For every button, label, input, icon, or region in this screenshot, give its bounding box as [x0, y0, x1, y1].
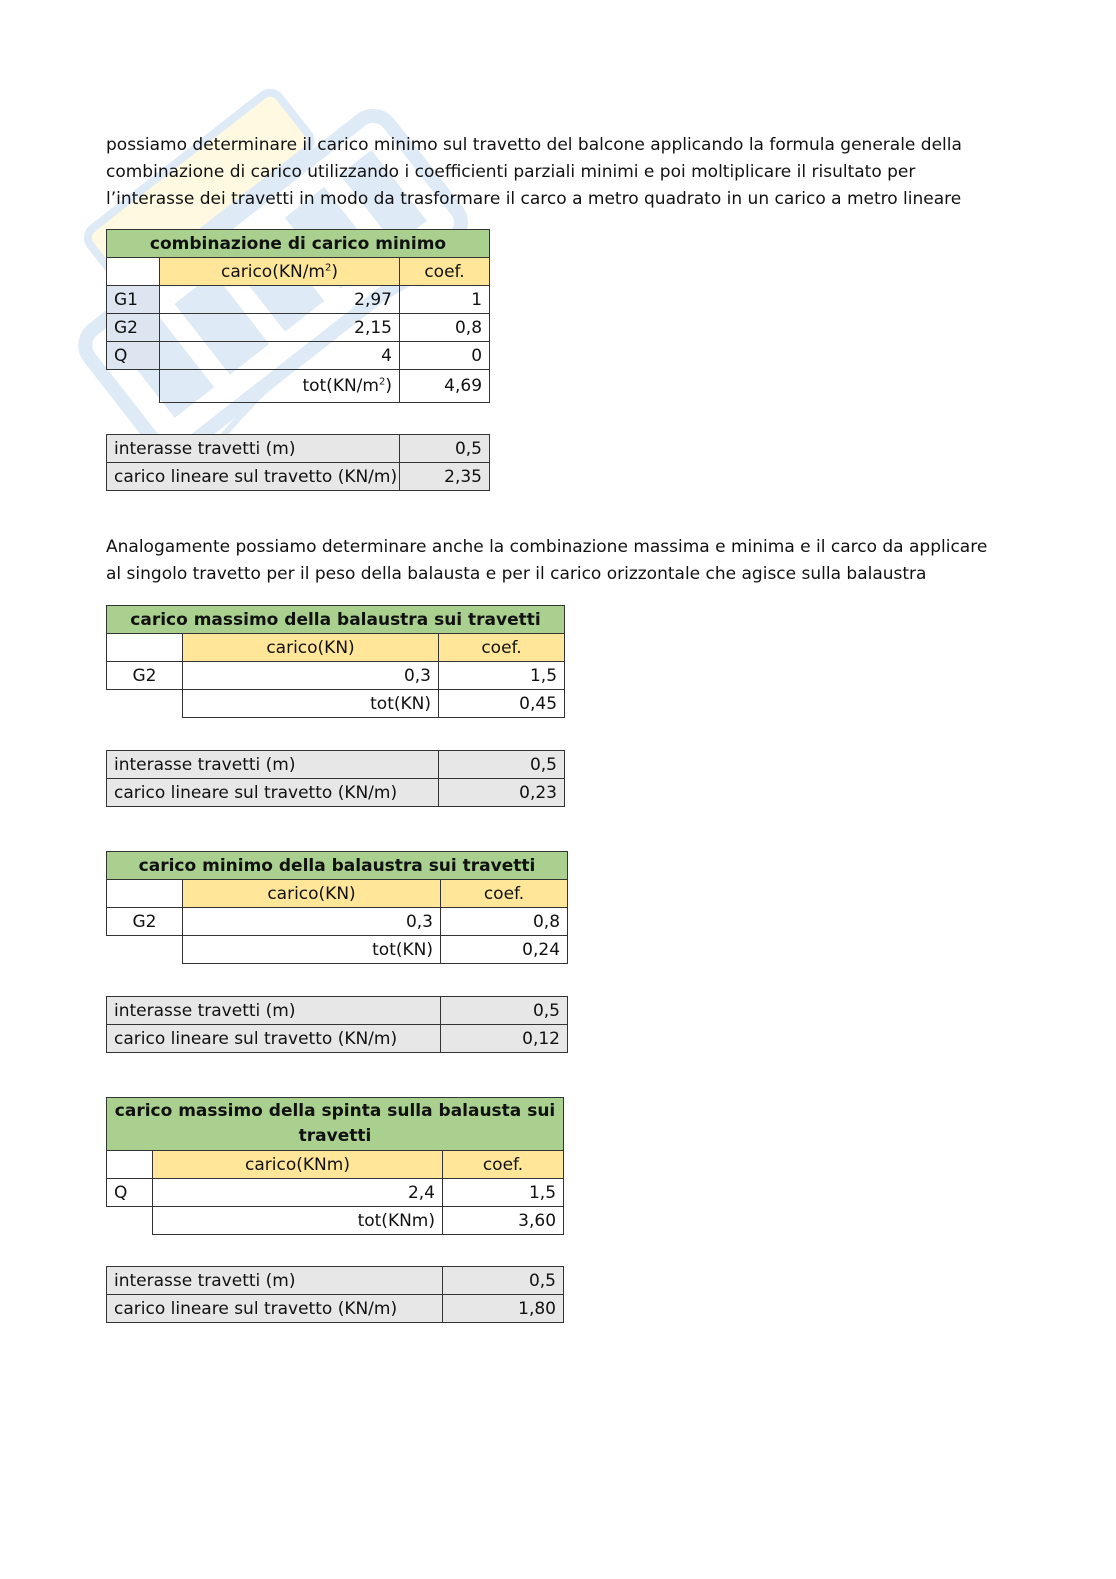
table-row — [107, 662, 565, 690]
column-header-load: carico(KN) — [183, 880, 441, 908]
total-label: tot(KN) — [183, 936, 441, 964]
table-row — [107, 286, 490, 314]
column-header-load: $carico(KN/m^2)$ — [160, 258, 400, 286]
column-header-coef: coef. — [443, 1151, 564, 1179]
table-row — [107, 314, 490, 342]
table-row — [107, 908, 568, 936]
carico-lineare-label: carico lineare sul travetto (KN/m) — [107, 779, 439, 807]
row-label: G2 — [107, 908, 183, 936]
row-label: Q — [107, 342, 160, 370]
coef-value: 0 — [400, 342, 490, 370]
interasse-label: interasse travetti (m) — [107, 997, 441, 1025]
carico-lineare-label: carico lineare sul travetto (KN/m) — [107, 1025, 441, 1053]
empty-cell — [107, 690, 183, 718]
interasse-label: interasse travetti (m) — [107, 751, 439, 779]
empty-cell — [107, 370, 160, 403]
table-row — [107, 1179, 564, 1207]
total-value: 3,60 — [443, 1207, 564, 1235]
table-carico-massimo-balaustra — [106, 605, 565, 718]
table-interasse-4 — [106, 1266, 564, 1323]
row-label: G2 — [107, 314, 160, 342]
row-label: G1 — [107, 286, 160, 314]
coef-value: 0,8 — [400, 314, 490, 342]
column-header-coef: coef. — [400, 258, 490, 286]
table-carico-minimo-balaustra — [106, 851, 568, 964]
table-interasse-3 — [106, 996, 568, 1053]
total-label: tot(KN) — [183, 690, 439, 718]
load-value: 2,97 — [160, 286, 400, 314]
coef-value: 1,5 — [443, 1179, 564, 1207]
column-header-coef: coef. — [441, 880, 568, 908]
interasse-value: 0,5 — [441, 997, 568, 1025]
interasse-label: interasse travetti (m) — [107, 435, 400, 463]
table-carico-massimo-spinta — [106, 1097, 564, 1235]
coef-value: 1,5 — [439, 662, 565, 690]
interasse-label: interasse travetti (m) — [107, 1267, 443, 1295]
second-paragraph: Analogamente possiamo determinare anche la combinazione massima e minima e il carco da applicare al singolo travetto per il peso della balausta e per il carico orizzontale che agisce sulla balaustra — [106, 537, 988, 584]
interasse-value: 0,5 — [439, 751, 565, 779]
load-value: 4 — [160, 342, 400, 370]
table-title: carico massimo della spinta sulla balausta sui travetti — [107, 1098, 564, 1151]
table-row — [107, 342, 490, 370]
table-interasse-1 — [106, 434, 490, 491]
column-header-coef: coef. — [439, 634, 565, 662]
total-label: $tot(KN/m^2)$ — [160, 370, 400, 403]
load-value: 0,3 — [183, 662, 439, 690]
empty-cell — [107, 1151, 153, 1179]
row-label: G2 — [107, 662, 183, 690]
carico-lineare-value: 1,80 — [443, 1295, 564, 1323]
carico-lineare-label: carico lineare sul travetto (KN/m) — [107, 1295, 443, 1323]
empty-cell — [107, 634, 183, 662]
total-value: 4,69 — [400, 370, 490, 403]
row-label: Q — [107, 1179, 153, 1207]
carico-lineare-value: 2,35 — [400, 463, 490, 491]
load-value: 2,15 — [160, 314, 400, 342]
load-value: 0,3 — [183, 908, 441, 936]
column-header-load: carico(KNm) — [153, 1151, 443, 1179]
table-title: combinazione di carico minimo — [107, 230, 490, 258]
empty-cell — [107, 1207, 153, 1235]
table-title: carico minimo della balaustra sui travetti — [107, 852, 568, 880]
intro-paragraph: possiamo determinare il carico minimo sul travetto del balcone applicando la formula generale della combinazione di carico utilizzando i coefficienti parziali minimi e poi moltiplicare il risultato per l’interasse dei travetti in modo da trasformare il carco a metro quadrato in un carico a metro lineare — [106, 135, 962, 209]
carico-lineare-value: 0,12 — [441, 1025, 568, 1053]
empty-cell — [107, 880, 183, 908]
coef-value: 0,8 — [441, 908, 568, 936]
table-interasse-2 — [106, 750, 565, 807]
carico-lineare-label: carico lineare sul travetto (KN/m) — [107, 463, 400, 491]
table-title: carico massimo della balaustra sui travetti — [107, 606, 565, 634]
load-value: 2,4 — [153, 1179, 443, 1207]
table-combinazione-minimo — [106, 229, 490, 403]
empty-cell — [107, 936, 183, 964]
empty-cell — [107, 258, 160, 286]
interasse-value: 0,5 — [443, 1267, 564, 1295]
coef-value: 1 — [400, 286, 490, 314]
column-header-load: carico(KN) — [183, 634, 439, 662]
total-label: tot(KNm) — [153, 1207, 443, 1235]
total-value: 0,24 — [441, 936, 568, 964]
interasse-value: 0,5 — [400, 435, 490, 463]
carico-lineare-value: 0,23 — [439, 779, 565, 807]
total-value: 0,45 — [439, 690, 565, 718]
